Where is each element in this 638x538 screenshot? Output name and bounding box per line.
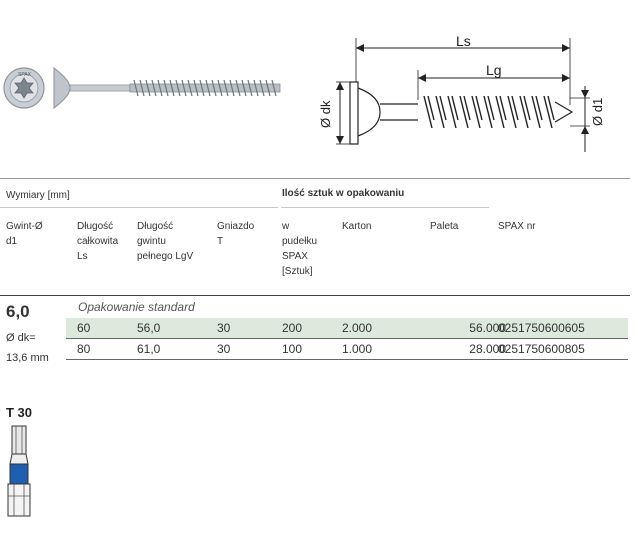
spax-logo-text: SPAX: [18, 72, 31, 78]
dim-lg-label: Lg: [486, 62, 502, 78]
col-socket: Gniazdo T: [217, 221, 255, 247]
torx-bit-icon: [4, 424, 34, 522]
col-pallet: Paleta: [430, 221, 459, 232]
col-length: Długość całkowita Ls: [77, 221, 119, 262]
packaging-label: Opakowanie standard: [78, 300, 195, 314]
dim-dk-label: Ø dk: [318, 100, 333, 128]
col-thread: Gwint-Ø d1: [6, 221, 43, 247]
col-thread-length: Długość gwintu pełnego LgV: [137, 221, 194, 262]
bit-label: T 30: [6, 405, 33, 420]
technical-drawing: [300, 30, 630, 160]
col-spax-nr: SPAX nr: [498, 221, 536, 232]
dk-label: Ø dk=: [6, 332, 36, 344]
packaging-header-row: [66, 298, 628, 317]
table-row: 80 61,0 30 100 1.000 28.000 0251750600805: [77, 342, 585, 356]
screw-illustration: [0, 30, 300, 140]
screw-head-front-view: [4, 68, 44, 108]
dim-ls-label: Ls: [456, 33, 471, 49]
group-quantity: Ilość sztuk w opakowaniu: [282, 188, 405, 199]
screw-side-view: [54, 68, 280, 108]
group-dimensions: Wymiary [mm]: [6, 190, 70, 201]
dim-d1-label: Ø d1: [590, 97, 605, 126]
col-box: w pudełku SPAX [Sztuk]: [282, 221, 318, 277]
table-row: 60 56,0 30 200 2.000 56.000 0251750600605: [66, 318, 628, 338]
col-carton: Karton: [342, 221, 372, 232]
dk-value: 13,6 mm: [6, 352, 49, 364]
thread-diameter: 6,0: [6, 302, 30, 321]
